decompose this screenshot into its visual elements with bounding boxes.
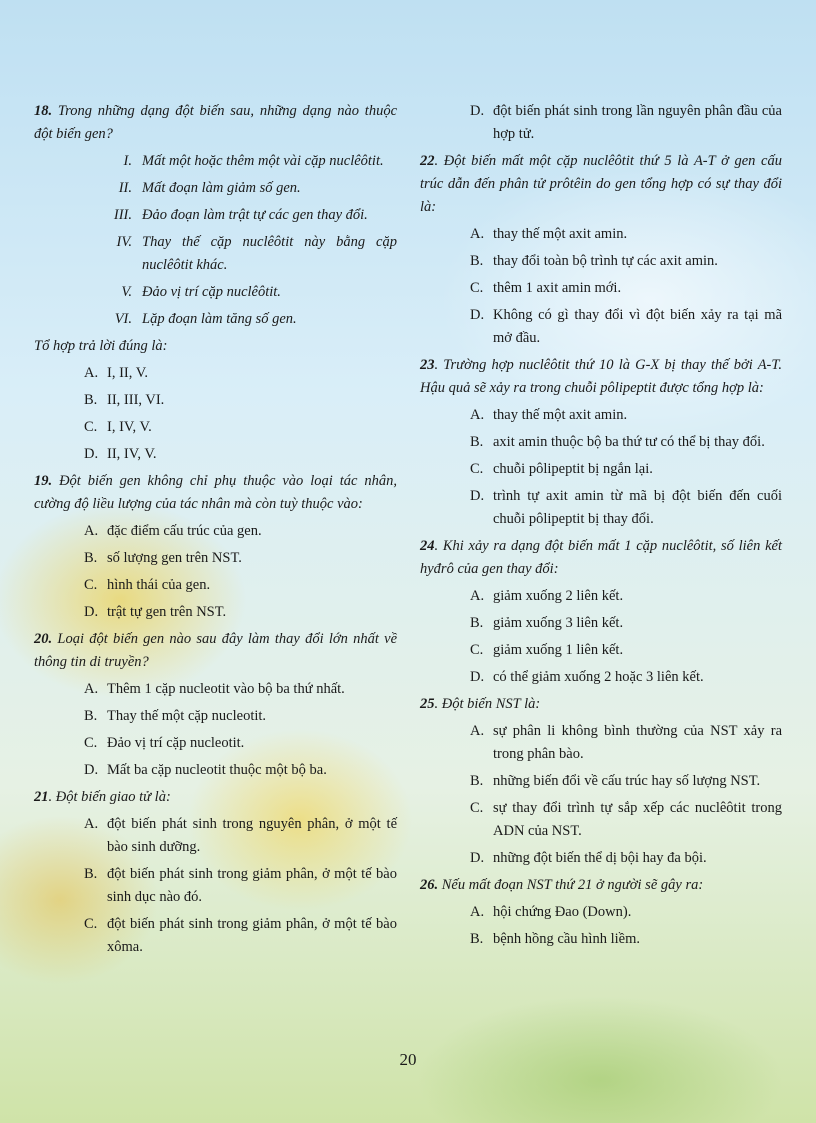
- answer-option: D. trật tự gen trên NST.: [84, 604, 227, 620]
- question-24: [420, 535, 782, 581]
- statement-list: [34, 150, 397, 331]
- question-26: [420, 874, 782, 897]
- question-text: . Đột biến mất một cặp nuclêôtit thứ 5 là A-T ở gen cấu trúc dẫn đến phân tử prôtêin do gen tổng hợp có sự thay đổi là:: [420, 153, 782, 215]
- statement: VI. Lặp đoạn làm tăng số gen.: [114, 311, 297, 327]
- question-18: [34, 100, 397, 146]
- answer-option: A. thay thế một axit amin.: [470, 226, 628, 242]
- answer-option: B. thay đổi toàn bộ trình tự các axit amin.: [470, 253, 718, 269]
- answer-list: [420, 720, 782, 870]
- question-text: . Khi xảy ra dạng đột biến mất 1 cặp nuclêôtit, số liên kết hyđrô của gen thay đổi:: [420, 538, 782, 577]
- answer-option: A. I, II, V.: [84, 365, 148, 381]
- answer-option: A. đặc điểm cấu trúc của gen.: [84, 523, 262, 539]
- answer-list: [420, 100, 782, 146]
- question-23: [420, 354, 782, 400]
- answer-list: [420, 901, 782, 951]
- answer-option: A. sự phân li không bình thường của NST xảy ra trong phân bào.: [470, 723, 782, 762]
- statement: II. Mất đoạn làm giảm số gen.: [118, 180, 301, 196]
- statement: IV. Thay thế cặp nuclêôtit này bằng cặp nuclêôtit khác.: [116, 234, 397, 273]
- answer-option: C. sự thay đổi trình tự sắp xếp các nuclêôtit trong ADN của NST.: [470, 800, 782, 839]
- answer-option: B. bệnh hồng cầu hình liềm.: [470, 931, 640, 947]
- question-number: 19.: [34, 473, 53, 489]
- answer-option: D. có thể giảm xuống 2 hoặc 3 liên kết.: [470, 669, 704, 685]
- answer-option: B. giảm xuống 3 liên kết.: [470, 615, 624, 631]
- question-21: [34, 786, 397, 809]
- answer-option: B. axit amin thuộc bộ ba thứ tư có thể bị thay đổi.: [470, 434, 765, 450]
- answer-option: D. những đột biến thể dị bội hay đa bội.: [470, 850, 707, 866]
- answer-option: C. Đảo vị trí cặp nucleotit.: [84, 735, 245, 751]
- question-number: 24: [420, 538, 435, 554]
- answer-option: D. đột biến phát sinh trong lần nguyên phân đầu của hợp tử.: [470, 103, 782, 142]
- answer-option: B. II, III, VI.: [84, 392, 165, 408]
- left-column: [34, 100, 397, 963]
- question-text: Đột biến gen không chỉ phụ thuộc vào loại tác nhân, cường độ liều lượng của tác nhân mà còn tuỳ thuộc vào:: [34, 473, 397, 512]
- answer-option: B. Thay thế một cặp nucleotit.: [84, 708, 267, 724]
- question-text: . Đột biến giao tử là:: [48, 789, 171, 805]
- statement: V. Đảo vị trí cặp nuclêôtit.: [121, 284, 281, 300]
- question-number: 23: [420, 357, 435, 373]
- answer-list: [34, 520, 397, 624]
- question-text: Trong những dạng đột biến sau, những dạng nào thuộc đột biến gen?: [34, 103, 397, 142]
- answer-option: A. giảm xuống 2 liên kết.: [470, 588, 624, 604]
- answer-list: [420, 585, 782, 689]
- answer-option: B. những biến đổi về cấu trúc hay số lượng NST.: [470, 773, 761, 789]
- question-number: 25: [420, 696, 435, 712]
- answer-option: B. đột biến phát sinh trong giảm phân, ở một tế bào sinh dục nào đó.: [84, 866, 397, 905]
- answer-option: C. đột biến phát sinh trong giảm phân, ở một tế bào xôma.: [84, 916, 397, 955]
- prompt: Tổ hợp trả lời đúng là:: [34, 338, 168, 354]
- right-column: [420, 100, 782, 955]
- answer-option: D. Không có gì thay đổi vì đột biến xảy ra tại mã mở đầu.: [470, 307, 782, 346]
- question-text: Nếu mất đoạn NST thứ 21 ở người sẽ gây ra:: [441, 877, 704, 893]
- answer-option: C. thêm 1 axit amin mới.: [470, 280, 622, 296]
- answer-option: A. hội chứng Đao (Down).: [470, 904, 632, 920]
- statement: III. Đảo đoạn làm trật tự các gen thay đổi.: [113, 207, 368, 223]
- answer-list: [34, 813, 397, 959]
- answer-option: C. chuỗi pôlipeptit bị ngắn lại.: [470, 461, 653, 477]
- answer-option: C. hình thái của gen.: [84, 577, 211, 593]
- question-20: [34, 628, 397, 674]
- page-number: 20: [399, 1050, 417, 1069]
- question-number: 26.: [420, 877, 439, 893]
- question-number: 22: [420, 153, 435, 169]
- question-number: 20.: [34, 631, 53, 647]
- answer-option: D. II, IV, V.: [84, 446, 157, 462]
- answer-list: [34, 362, 397, 466]
- question-number: 21: [34, 789, 49, 805]
- answer-option: B. số lượng gen trên NST.: [84, 550, 242, 566]
- statement: I. Mất một hoặc thêm một vài cặp nuclêôtit.: [123, 153, 384, 169]
- question-text: . Đột biến NST là:: [434, 696, 541, 712]
- answer-option: A. đột biến phát sinh trong nguyên phân, ở một tế bào sinh dưỡng.: [84, 816, 397, 855]
- question-number: 18.: [34, 103, 53, 119]
- answer-list: [420, 223, 782, 350]
- answer-list: [420, 404, 782, 531]
- question-22: [420, 150, 782, 219]
- question-text: Loại đột biến gen nào sau đây làm thay đổi lớn nhất về thông tin di truyền?: [34, 631, 398, 670]
- answer-option: D. trình tự axit amin từ mã bị đột biến đến cuối chuỗi pôlipeptit bị thay đổi.: [470, 488, 782, 527]
- question-19: [34, 470, 397, 516]
- answer-option: A. thay thế một axit amin.: [470, 407, 628, 423]
- answer-list: [34, 678, 397, 782]
- answer-option: C. I, IV, V.: [84, 419, 152, 435]
- question-text: . Trường hợp nuclêôtit thứ 10 là G-X bị thay thế bởi A-T. Hậu quả sẽ xảy ra trong chuỗi pôlipeptit được tổng hợp là:: [420, 357, 782, 396]
- answer-option: C. giảm xuống 1 liên kết.: [470, 642, 624, 658]
- question-25: [420, 693, 782, 716]
- answer-option: A. Thêm 1 cặp nucleotit vào bộ ba thứ nhất.: [84, 681, 345, 697]
- answer-option: D. Mất ba cặp nucleotit thuộc một bộ ba.: [84, 762, 327, 778]
